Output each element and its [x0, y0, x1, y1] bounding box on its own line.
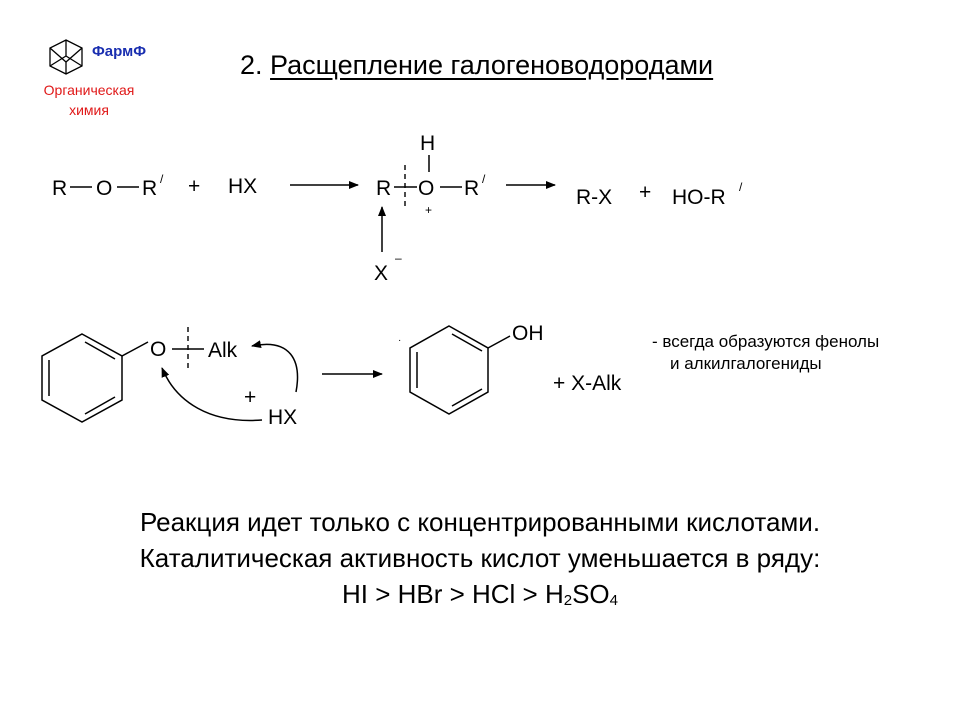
acid-series-so: SO — [572, 579, 610, 609]
r2-o: O — [150, 338, 167, 361]
r1-reagent: HX — [228, 175, 258, 198]
r1-product2: HO-R — [672, 186, 726, 209]
conclusion — [0, 504, 960, 617]
r2-reagent: HX — [268, 406, 298, 429]
r1-product2-prime: / — [739, 180, 743, 194]
r1-r: R — [52, 177, 68, 200]
note-line2: и алкилгалогениды — [670, 354, 822, 373]
acid-series-main: HI > HBr > HCl > H — [341, 579, 564, 609]
r2-curved-arrow-x — [252, 344, 297, 392]
r1-prime-mark: / — [160, 172, 164, 186]
r2-plus: + — [244, 386, 257, 409]
reaction2 — [42, 322, 622, 429]
reaction1 — [52, 132, 743, 285]
logo-subtitle-line2: химия — [69, 102, 109, 118]
r1-int-charge-plus: + — [425, 203, 433, 217]
r2-product2: + X-Alk — [553, 372, 622, 395]
r1-int-r-prime: R — [464, 177, 480, 200]
acid-series-sub1: 2 — [563, 592, 573, 609]
acid-series — [0, 576, 960, 617]
r1-o: O — [96, 177, 113, 200]
r2-dot: · — [398, 335, 402, 346]
title-number: 2. — [240, 50, 263, 80]
conclusion-line2: Каталитическая активность кислот уменьшается в ряду: — [139, 543, 821, 573]
side-note — [652, 331, 879, 375]
r1-r-prime: R — [142, 177, 158, 200]
r1-x-charge: – — [395, 251, 402, 265]
logo-subtitle-line1: Органическая — [43, 82, 135, 98]
conclusion-line1: Реакция идет только с концентрированными кислотами. — [139, 507, 821, 537]
r2-alk: Alk — [208, 339, 238, 362]
r1-int-r: R — [376, 177, 392, 200]
r1-int-o: O — [418, 177, 435, 200]
title-text: Расщепление галогеноводородами — [270, 50, 714, 80]
r2-oh: OH — [512, 322, 544, 345]
note-line1: - всегда образуются фенолы — [652, 332, 880, 351]
acid-series-sub2: 4 — [609, 592, 619, 609]
phenol-ring — [410, 326, 510, 414]
r1-product-plus: + — [639, 181, 652, 204]
r1-int-h: H — [420, 132, 436, 155]
r1-plus: + — [188, 175, 201, 198]
logo-brand: ФармФ — [92, 43, 147, 60]
r1-product1: R-X — [576, 186, 613, 209]
r1-x: X — [374, 262, 389, 285]
phenyl-ring-left — [42, 334, 148, 422]
r1-int-prime-mark: / — [482, 172, 486, 186]
